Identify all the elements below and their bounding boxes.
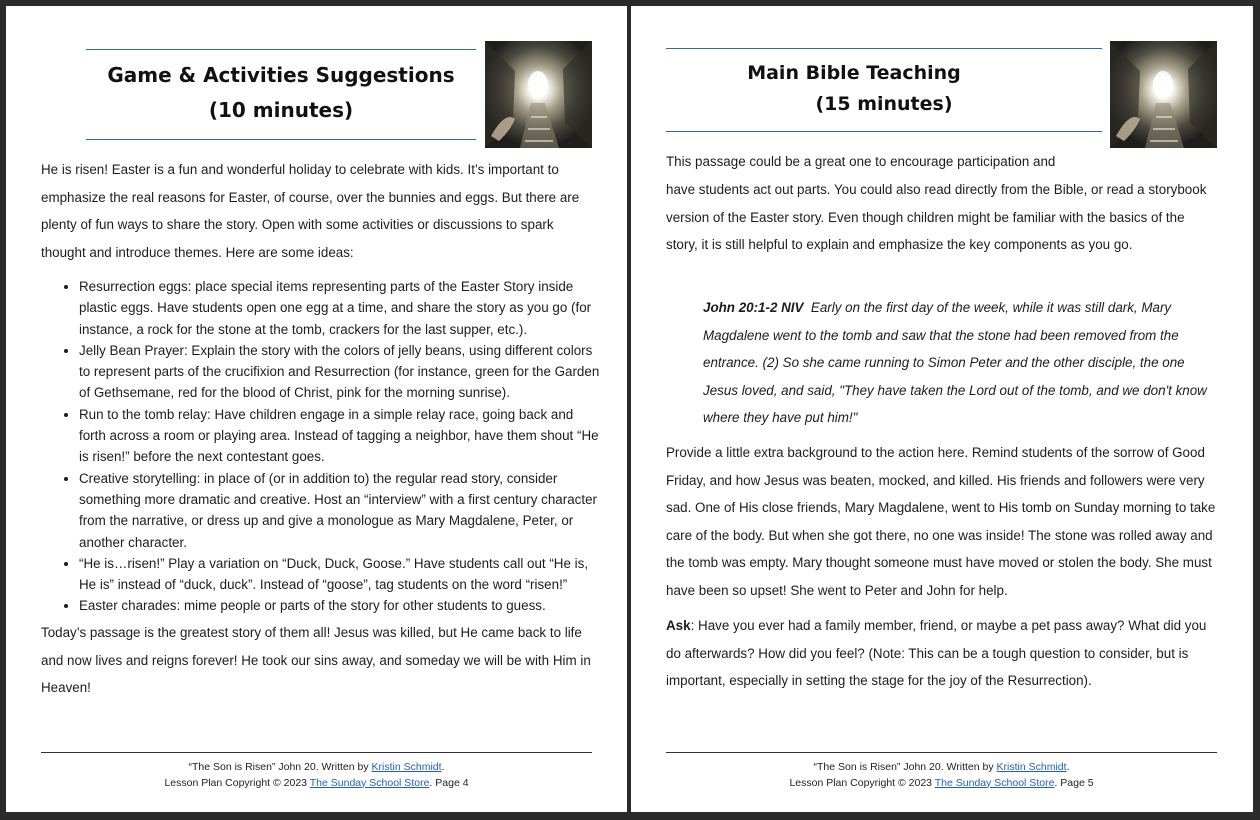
document-page-5	[631, 6, 1253, 812]
empty-tomb-image	[485, 41, 592, 148]
page-footer	[666, 760, 1217, 791]
page-number: . Page 5	[1054, 776, 1094, 789]
list-item: • Run to the tomb relay: Have children engage in a simple relay race, going back and forth across a room or playing area. Instead of tagging a neighbor, have them shout “He is risen!” before the next contestant goes.	[79, 404, 601, 468]
footer-line-2	[41, 776, 592, 792]
footer-line-1	[41, 760, 592, 776]
header-rule-bottom	[86, 139, 476, 140]
copyright-text: Lesson Plan Copyright © 2023	[789, 776, 935, 789]
scripture-reference: John 20:1-2 NIV	[703, 300, 804, 315]
author-link[interactable]: Kristin Schmidt	[996, 761, 1067, 773]
footer-rule	[666, 752, 1217, 753]
title-line-1: Main Bible Teaching	[747, 62, 961, 84]
ask-text: : Have you ever had a family member, friend, or maybe a pet pass away? What did you do afterwards? How did you feel? (Note: This can be a tough question to consider, but is important, especially in setting the stage for the joy of the Resurrection).	[666, 618, 1207, 688]
store-link[interactable]: The Sunday School Store	[309, 776, 430, 789]
page-footer	[41, 760, 592, 791]
title-line-2: (15 minutes)	[815, 93, 953, 115]
intro-line-1: This passage could be a great one to encourage participation and	[666, 154, 1056, 169]
activity-list	[41, 276, 601, 617]
title-line-1: Game & Activities Suggestions	[107, 63, 455, 87]
title-line-2: (10 minutes)	[208, 98, 354, 122]
copyright-text: Lesson Plan Copyright © 2023	[164, 776, 310, 789]
footer-credit-text: “The Son is Risen” John 20. Written by	[813, 761, 997, 773]
footer-punct: .	[441, 761, 445, 773]
page-title	[666, 58, 1102, 120]
store-link[interactable]: The Sunday School Store	[934, 776, 1055, 789]
page-title	[86, 58, 476, 128]
intro-paragraph: He is risen! Easter is a fun and wonderful holiday to celebrate with kids. It’s important to emphasize the real reasons for Easter, of course, over the bunnies and eggs. But there are plenty of fun ways to share the story. Open with some activities or discussions to spark thought and introduce themes. Here are some ideas:	[41, 162, 580, 260]
footer-line-2	[666, 776, 1217, 792]
page-number: . Page 4	[429, 776, 469, 789]
document-page-4	[6, 6, 627, 812]
list-item: • Jelly Bean Prayer: Explain the story with the colors of jelly beans, using different colors to represent parts of the crucifixion and Resurrection (for instance, green for the Garden of Gethsemane, red for the blood of Christ, pink for the morning sunrise).	[79, 340, 601, 404]
list-item: • Creative storytelling: in place of (or in addition to) the regular read story, consider something more dramatic and creative. Host an “interview” with a first century character from the narrative, or dress up and give a monologue as Mary Magdalene, Peter, or another character.	[79, 468, 601, 553]
intro-paragraph: have students act out parts. You could also read directly from the Bible, or read a storybook version of the Easter story. Even though children might be familiar with the basics of the story, it is still helpful to explain and emphasize the key components as you go.	[666, 182, 1207, 252]
footer-punct: .	[1066, 761, 1070, 773]
scripture-text: Early on the first day of the week, while it was still dark, Mary Magdalene went to the tomb and saw that the stone had been removed from the entrance. (2) So she came running to Simon Peter and the other disciple, the one Jesus loved, and said, "They have taken the Lord out of the tomb, and we don't know where they have put him!"	[703, 300, 1207, 425]
closing-paragraph: Today’s passage is the greatest story of them all! Jesus was killed, but He came back to life and now lives and reigns forever! He took our sins away, and someday we will be with Him in Heaven!	[41, 625, 591, 695]
footer-rule	[41, 752, 592, 753]
list-item: • Resurrection eggs: place special items representing parts of the Easter Story inside plastic eggs. Have students open one egg at a time, and share the story as you go (for instance, a rock for the stone at the tomb, crackers for the last supper, etc.).	[79, 276, 601, 340]
header-rule-top	[86, 49, 476, 50]
list-item: • Easter charades: mime people or parts of the story for other students to guess.	[79, 595, 601, 616]
footer-line-1	[666, 760, 1217, 776]
footer-credit-text: “The Son is Risen” John 20. Written by	[188, 761, 372, 773]
ask-label: Ask	[666, 618, 691, 633]
author-link[interactable]: Kristin Schmidt	[371, 761, 442, 773]
ask-paragraph	[666, 612, 1218, 695]
header-rule-bottom	[666, 131, 1102, 132]
scripture-quote	[703, 294, 1218, 432]
list-item: • “He is…risen!” Play a variation on “Duck, Duck, Goose.” Have students call out “He is, He is” instead of “duck, duck”. Instead of “goose”, tag students on the word “risen!”	[79, 553, 601, 596]
background-paragraph: Provide a little extra background to the action here. Remind students of the sorrow of Good Friday, and how Jesus was beaten, mocked, and killed. His friends and followers were very sad. One of His close friends, Mary Magdalene, went to His tomb on Sunday morning to take care of the body. But when she got there, no one was inside! The stone was rolled away and the tomb was empty. Mary thought someone must have moved or stolen the body. She must have been so upset! She went to Peter and John for help.	[666, 445, 1216, 598]
header-rule-top	[666, 48, 1102, 49]
empty-tomb-image	[1110, 41, 1217, 148]
